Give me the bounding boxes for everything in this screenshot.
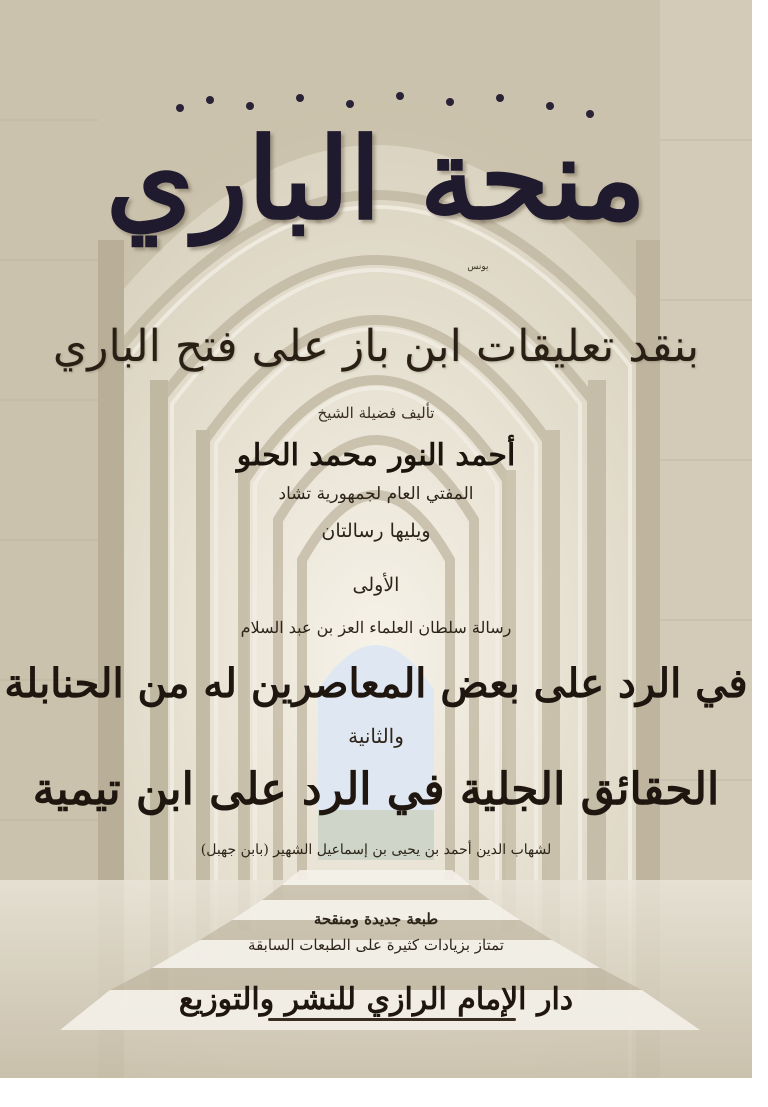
publisher-name: دار الإمام الرازي للنشر والتوزيع: [178, 982, 574, 1017]
title-small-note: يونس: [467, 262, 489, 272]
edition-label: طبعة جديدة ومنقحة: [313, 910, 439, 928]
author-role: المفتي العام لجمهورية تشاد: [278, 484, 474, 504]
edition-additions: تمتاز بزيادات كثيرة على الطبعات السابقة: [248, 936, 504, 954]
publisher-underline: [268, 1018, 516, 1021]
second-treatise-label: والثانية: [348, 724, 404, 748]
first-treatise-description: رسالة سلطان العلماء العز بن عبد السلام: [240, 618, 512, 637]
book-subtitle: بنقد تعليقات ابن باز على فتح الباري: [52, 321, 700, 372]
first-treatise-label: الأولى: [352, 574, 400, 596]
author-name: أحمد النور محمد الحلو: [236, 438, 516, 473]
first-treatise-title: في الرد على بعض المعاصرين له من الحنابلة: [4, 660, 748, 707]
second-treatise-author: لشهاب الدين أحمد بن يحيى بن إسماعيل الشهير (بابن جهبل): [200, 842, 552, 858]
author-intro: تأليف فضيلة الشيخ: [317, 404, 435, 422]
book-title: منحة الباري: [105, 114, 647, 245]
followed-by-label: ويليها رسالتان: [321, 520, 431, 542]
second-treatise-title: الحقائق الجلية في الرد على ابن تيمية: [32, 764, 720, 815]
